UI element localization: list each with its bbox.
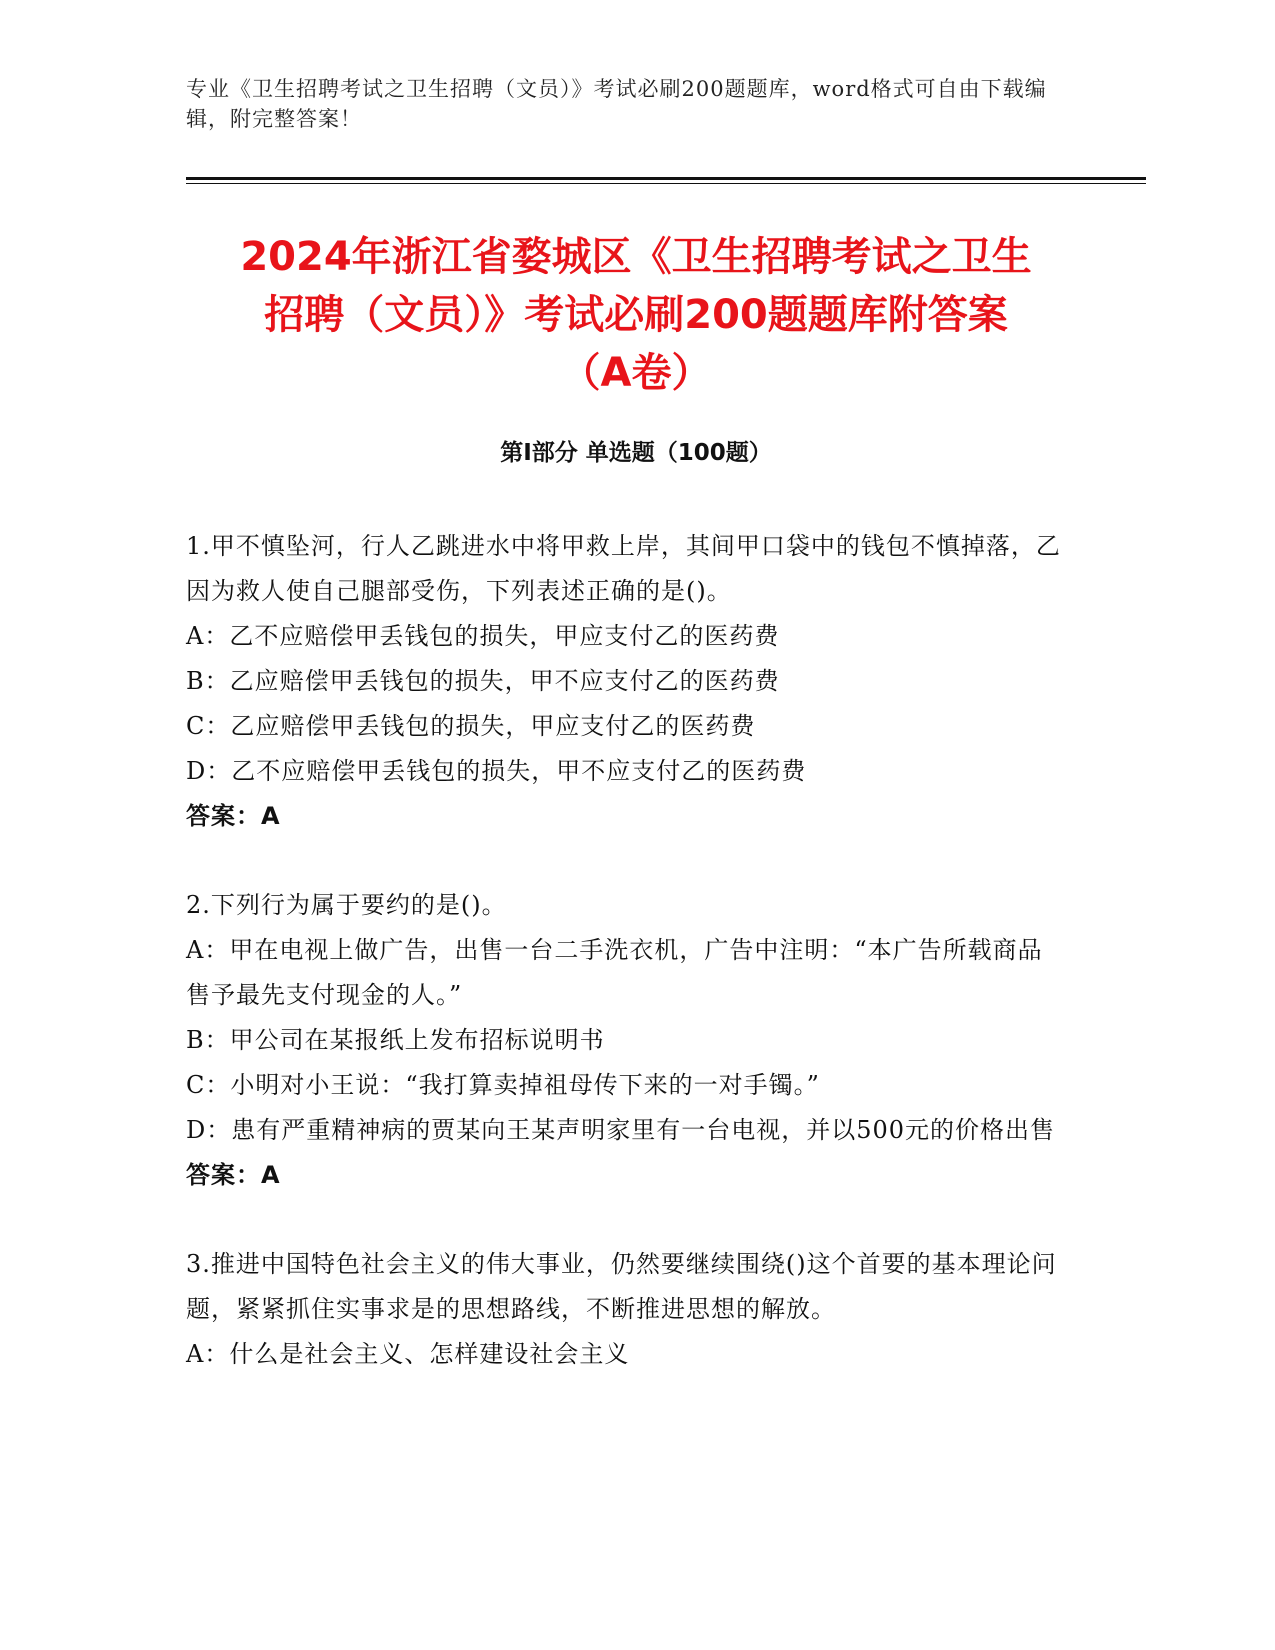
- header-rule-thick: [186, 177, 1146, 180]
- header-rule-thin: [186, 183, 1146, 184]
- question-stem: 2.下列行为属于要约的是()。: [186, 891, 507, 919]
- answer: 答案：A: [186, 1161, 281, 1189]
- question-3: [186, 1242, 1066, 1377]
- option-d: D：患有严重精神病的贾某向王某声明家里有一台电视，并以500元的价格出售: [186, 1116, 1056, 1144]
- question-1: [186, 524, 1066, 839]
- option-a: A：乙不应赔偿甲丢钱包的损失，甲应支付乙的医药费: [186, 622, 780, 650]
- option-c: C：小明对小王说：“我打算卖掉祖母传下来的一对手镯。”: [186, 1071, 820, 1099]
- section-title: 第I部分 单选题（100题）: [500, 440, 772, 466]
- title-line-2: 招聘（文员）》考试必刷200题题库附答案: [264, 292, 1008, 338]
- title-line-3: （A卷）: [560, 350, 712, 396]
- title-line-1: 2024年浙江省婺城区《卫生招聘考试之卫生: [240, 234, 1032, 280]
- option-c: C：乙应赔偿甲丢钱包的损失，甲应支付乙的医药费: [186, 712, 756, 740]
- header-note: 专业《卫生招聘考试之卫生招聘（文员）》考试必刷200题题库，word格式可自由下载编辑，附完整答案！: [186, 77, 1047, 131]
- answer: 答案：A: [186, 802, 281, 830]
- option-d: D：乙不应赔偿甲丢钱包的损失，甲不应支付乙的医药费: [186, 757, 807, 785]
- option-b: B：乙应赔偿甲丢钱包的损失，甲不应支付乙的医药费: [186, 667, 780, 695]
- option-a: A：甲在电视上做广告，出售一台二手洗衣机，广告中注明：“本广告所载商品售予最先支付现金的人。”: [186, 936, 1043, 1009]
- question-stem: 1.甲不慎坠河，行人乙跳进水中将甲救上岸，其间甲口袋中的钱包不慎掉落，乙因为救人使自己腿部受伤，下列表述正确的是()。: [186, 532, 1061, 605]
- document-title: [186, 228, 1086, 402]
- question-2: [186, 883, 1066, 1198]
- question-list: [186, 524, 1066, 1421]
- option-b: B：甲公司在某报纸上发布招标说明书: [186, 1026, 605, 1054]
- question-stem: 3.推进中国特色社会主义的伟大事业，仍然要继续围绕()这个首要的基本理论问题，紧紧抓住实事求是的思想路线，不断推进思想的解放。: [186, 1250, 1057, 1323]
- option-a: A：什么是社会主义、怎样建设社会主义: [186, 1340, 630, 1368]
